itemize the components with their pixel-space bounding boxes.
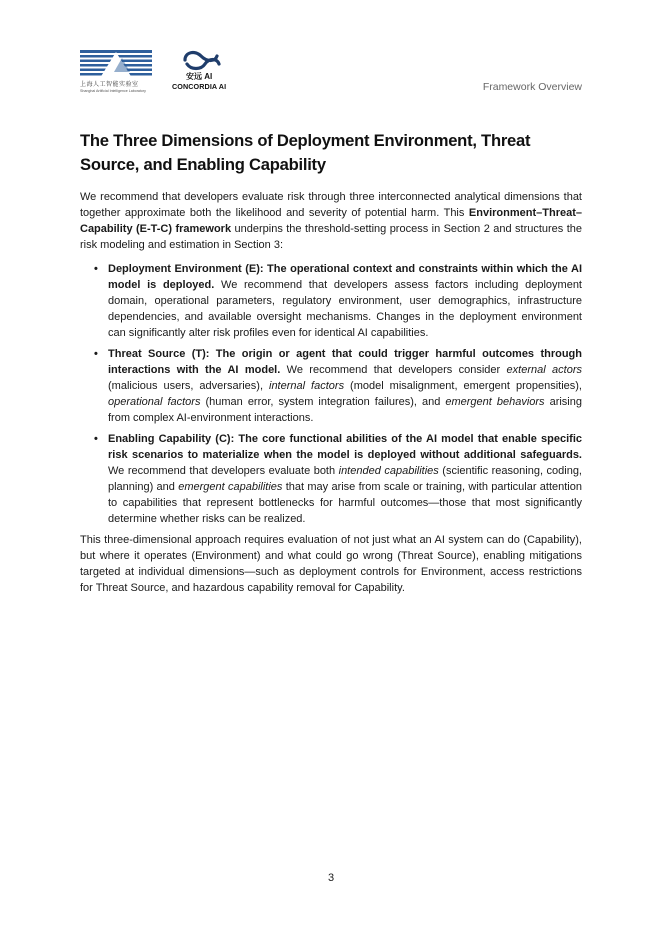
bullet-marker: • — [94, 433, 98, 445]
concordia-name-en: CONCORDIA AI — [172, 82, 227, 91]
page-number: 3 — [327, 872, 335, 884]
dimension-term: external actors — [506, 364, 582, 376]
dimension-capability — [80, 431, 582, 527]
dimension-text: We recommend that developers consider — [280, 364, 507, 376]
dimension-term: intended capabilities — [338, 465, 439, 477]
dimension-term: operational factors — [108, 396, 201, 408]
dimension-text: (human error, system integration failures), and — [200, 396, 446, 408]
concordia-ai-logo — [172, 46, 236, 94]
dimension-text: arising from complex AI-environment interactions. — [108, 396, 582, 424]
intro-text-2: underpins the threshold-setting process in Section 2 and structures the risk modeling and estimation in Section 3: — [80, 223, 583, 251]
shanghai-ai-lab-emblem — [80, 50, 152, 80]
running-head: Framework Overview — [482, 81, 582, 93]
dimension-environment — [80, 261, 582, 341]
shanghai-ai-lab-name-en: Shanghai Artificial Intelligence Laboratory — [80, 89, 146, 93]
dimension-text: We recommend that developers evaluate both — [108, 465, 339, 477]
dimension-list — [80, 261, 582, 527]
dimension-term: internal factors — [269, 380, 345, 392]
bullet-marker: • — [94, 348, 98, 360]
intro-text-1: We recommend that developers evaluate risk through three interconnected analytical dimensions that together approximate both the likelihood and severity of potential harm. This — [80, 191, 582, 219]
dimension-text: (model misalignment, emergent propensities), — [344, 380, 582, 392]
shanghai-ai-lab-logo — [80, 50, 154, 94]
concordia-name-cn: 安远 AI — [186, 72, 213, 81]
intro-paragraph — [80, 189, 582, 253]
dimension-heading: Threat Source (T): The origin or agent that could trigger harmful outcomes through interactions with the AI model. — [108, 348, 582, 376]
dimension-text: that may arise from scale or training, with particular attention to capabilities that represent bottlenecks for harmful outcomes—those that most significantly determine whether risks can be realized. — [108, 481, 582, 525]
shanghai-ai-lab-name-cn: 上海人工智能实验室 — [80, 81, 139, 88]
dimension-heading: Enabling Capability (C): The core functional abilities of the AI model that enable specific risk scenarios to materialize when the model is deployed without additional safeguards. — [108, 433, 582, 461]
dimension-text: (scientific reasoning, coding, planning) and — [108, 465, 582, 493]
framework-name: Environment–Threat–Capability (E-T-C) framework — [80, 207, 582, 235]
dimension-text: (malicious users, adversaries), — [108, 380, 269, 392]
dimension-heading: Deployment Environment (E): The operational context and constraints within which the AI model is deployed. — [108, 263, 582, 291]
bullet-marker: • — [94, 263, 98, 275]
dimension-term: emergent behaviors — [445, 396, 545, 408]
dimension-body: We recommend that developers assess factors including deployment domain, operational parameters, regulatory environment, user demographics, infrastructure dependencies, and available oversight mechanisms. Changes in the deployment environment can significantly alter risk profiles even for identical AI capabilities. — [108, 279, 582, 339]
page-header — [80, 46, 582, 96]
section-body — [80, 189, 582, 596]
concordia-swirl-icon — [181, 48, 223, 72]
section-title: The Three Dimensions of Deployment Environment, Threat Source, and Enabling Capability — [80, 131, 531, 174]
conclusion-paragraph: This three-dimensional approach requires evaluation of not just what an AI system can do (Capability), but where it operates (Environment) and what could go wrong (Threat Source), enabling mitigations targeted at individual dimensions—such as deployment controls for Environment, access restrictions for Threat Source, and hazardous capability removal for Capability. — [80, 534, 582, 594]
dimension-threat — [80, 346, 582, 426]
dimension-term: emergent capabilities — [178, 481, 283, 493]
